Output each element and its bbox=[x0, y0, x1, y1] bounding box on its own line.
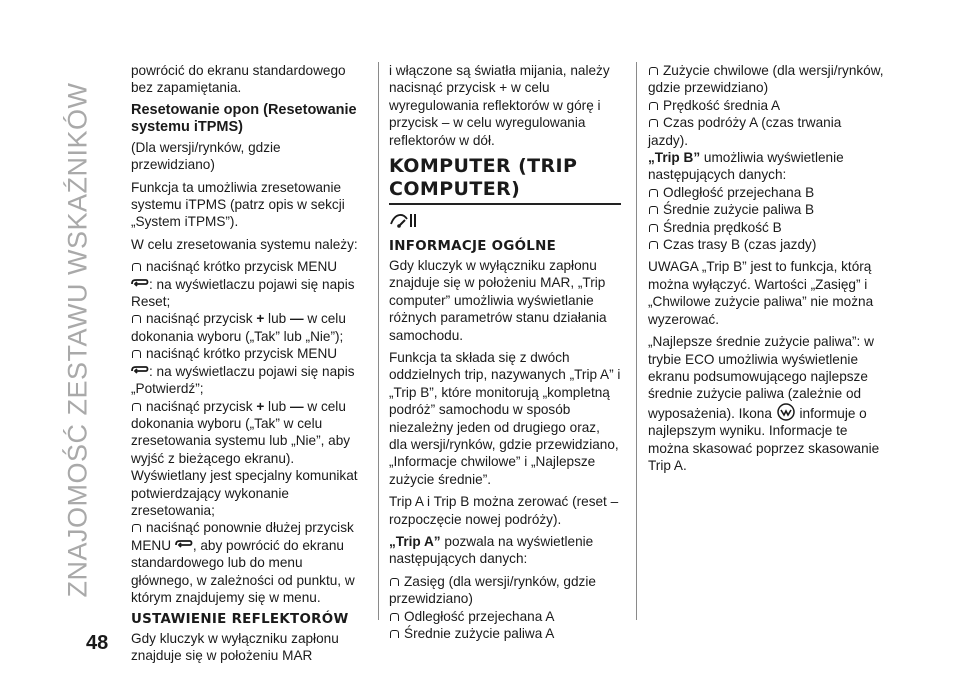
paragraph: „Najlepsze średnie zużycie paliwa”: w trybie ECO umożliwia wyświetlenie ekranu podsumowującego najlepsze średnie zużycie paliwa (zależnie od wyposażenia). Ikona informuje o najlepszym wyniku. Informacje te można skasować poprzez skasowanie Trip A. bbox=[648, 334, 880, 473]
paragraph: „Trip B” umożliwia wyświetlenie następujących danych: bbox=[648, 150, 844, 183]
trip-computer-icon bbox=[389, 211, 419, 229]
heading-trip-computer: KOMPUTER (TRIP COMPUTER) bbox=[389, 155, 621, 205]
page-number: 48 bbox=[86, 632, 109, 654]
trip-a-label: „Trip A” bbox=[389, 534, 441, 550]
paragraph: i włączone są światła mijania, należy nacisnąć przycisk + w celu wyregulowania reflektorów w górę i przycisk – w celu wyregulowania reflektorów w dół. bbox=[389, 63, 610, 148]
bullet-icon bbox=[649, 224, 658, 232]
bullet-icon bbox=[390, 578, 399, 586]
plus-icon: + bbox=[256, 398, 265, 414]
list-item: Zasięg (dla wersji/rynków, gdzie przewidziano) bbox=[389, 573, 596, 607]
list-item: Średnia prędkość B bbox=[648, 219, 884, 236]
paragraph: Gdy kluczyk w wyłączniku zapłonu znajduje się w położeniu MAR, „Trip computer” umożliwia wyświetlanie różnych parametrów stanu działania samochodu. bbox=[389, 257, 607, 343]
minus-icon: — bbox=[289, 311, 304, 327]
menu-return-icon bbox=[131, 366, 149, 376]
eco-best-icon bbox=[776, 403, 796, 421]
bullet-icon bbox=[649, 206, 658, 214]
paragraph: „Trip A” pozwala na wyświetlenie następujących danych: bbox=[389, 534, 594, 567]
column-2 bbox=[389, 62, 621, 642]
column-divider bbox=[636, 62, 637, 620]
paragraph: W celu zresetowania systemu należy: bbox=[131, 236, 358, 252]
list-item: Prędkość średnia A bbox=[648, 97, 884, 114]
bullet-icon bbox=[649, 102, 658, 110]
plus-icon: + bbox=[256, 311, 265, 327]
bullet-icon bbox=[649, 67, 658, 75]
list-item: Odległość przejechana B bbox=[648, 184, 884, 201]
column-1 bbox=[131, 62, 363, 670]
bullet-icon bbox=[132, 350, 141, 358]
paragraph: Funkcja ta składa się z dwóch oddzielnych trip, nazywanych „Trip A” i „Trip B”, które monitorują „kompletną podróż” samochodu w sposób niezależny jeden od drugiego oraz, dla wersji/rynków, gdzie przewidziano, „Informacje chwilowe” i „Najlepsze zużycie średnie”. bbox=[389, 349, 621, 487]
list-item: naciśnąć przycisk + lub — w celu dokonania wyboru („Tak” w celu zresetowania systemu lub „Nie”, aby wyjść z bieżącego ekranu). Wyświetlany jest specjalny komunikat potwierdzający wykonanie zresetowania; bbox=[131, 398, 358, 518]
bullet-icon bbox=[390, 613, 399, 621]
list-item: naciśnąć przycisk + lub — w celu dokonania wyboru („Tak” lub „Nie”); bbox=[131, 311, 346, 344]
list-item: Czas trasy B (czas jazdy) bbox=[648, 236, 884, 253]
section-title-vertical: ZNAJOMOŚĆ ZESTAWU WSKAŹNIKÓW bbox=[62, 82, 93, 598]
bullet-icon bbox=[132, 315, 141, 323]
bullet-icon bbox=[390, 630, 399, 638]
list-item: naciśnąć krótko przycisk MENU : na wyświetlaczu pojawi się napis „Potwierdź”; bbox=[131, 346, 355, 397]
menu-return-icon bbox=[175, 540, 193, 550]
bullet-icon bbox=[132, 403, 141, 411]
paragraph: (Dla wersji/rynków, gdzie przewidziano) bbox=[131, 139, 281, 173]
list-item: naciśnąć krótko przycisk MENU : na wyświetlaczu pojawi się napis Reset; bbox=[131, 259, 355, 310]
bullet-icon bbox=[649, 241, 658, 249]
paragraph: UWAGA „Trip B” jest to funkcja, którą można wyłączyć. Wartości „Zasięg” i „Chwilowe zużycie paliwa” nie można wyzerować. bbox=[648, 259, 874, 327]
paragraph: powrócić do ekranu standardowego bez zapamiętania. bbox=[131, 63, 346, 96]
heading-tpms-reset: Resetowanie opon (Resetowanie systemu iTPMS) bbox=[131, 101, 357, 136]
column-divider bbox=[378, 62, 379, 620]
paragraph: Gdy kluczyk w wyłączniku zapłonu znajduje się w położeniu MAR bbox=[131, 630, 339, 664]
heading-headlight-adjust: USTAWIENIE REFLEKTORÓW bbox=[131, 612, 349, 628]
paragraph: Trip A i Trip B można zerować (reset – rozpoczęcie nowej podróży). bbox=[389, 494, 619, 527]
heading-general-info: INFORMACJE OGÓLNE bbox=[389, 239, 557, 255]
bullet-icon bbox=[649, 189, 658, 197]
bullet-icon bbox=[649, 119, 658, 127]
minus-icon: — bbox=[289, 398, 304, 414]
list-item: Odległość przejechana A bbox=[389, 608, 621, 625]
paragraph: Funkcja ta umożliwia zresetowanie systemu iTPMS (patrz opis w sekcji „System iTPMS”). bbox=[131, 179, 345, 230]
list-item: Czas podróży A (czas trwania jazdy). bbox=[648, 115, 842, 148]
bullet-icon bbox=[132, 263, 141, 271]
list-item: Średnie zużycie paliwa A bbox=[389, 625, 621, 642]
menu-return-icon bbox=[131, 279, 149, 289]
list-item: naciśnąć ponownie dłużej przycisk MENU , aby powrócić do ekranu standardowego lub do menu głównego, w zależności od punktu, w którym znajdujemy się w menu. bbox=[131, 520, 355, 605]
list-item: Zużycie chwilowe (dla wersji/rynków, gdzie przewidziano) bbox=[648, 63, 884, 96]
bullet-icon bbox=[132, 524, 141, 532]
column-3 bbox=[648, 62, 884, 479]
list-item: Średnie zużycie paliwa B bbox=[648, 201, 884, 218]
trip-b-label: „Trip B” bbox=[648, 150, 701, 166]
